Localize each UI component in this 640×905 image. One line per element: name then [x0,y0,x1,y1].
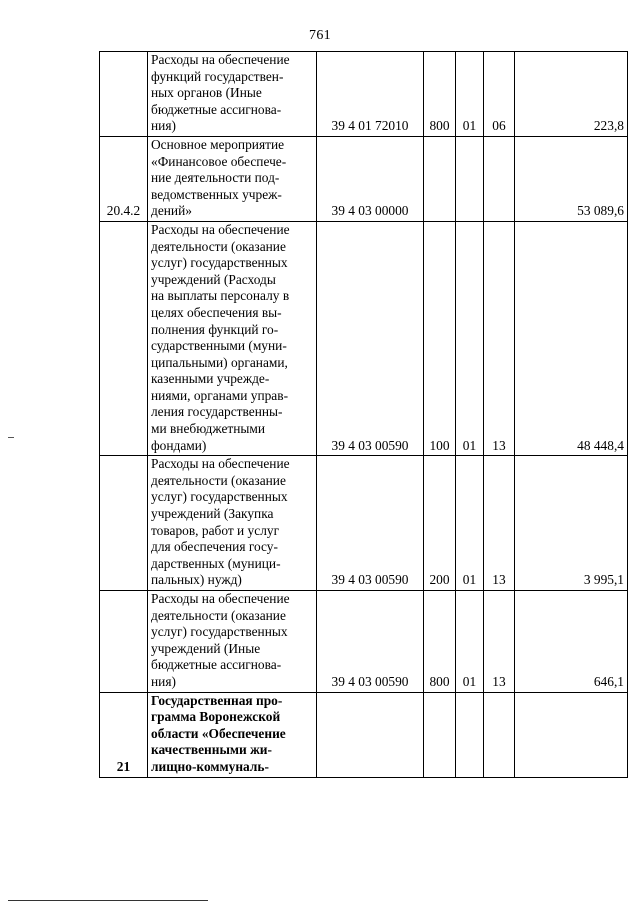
target-code: 39 4 03 00000 [317,136,424,221]
subsection-code: 13 [484,221,515,455]
amount: 646,1 [515,591,628,693]
section-code: 01 [456,52,484,137]
expense-type-code: 100 [424,221,456,455]
row-number [100,221,148,455]
section-code: 01 [456,456,484,591]
target-code: 39 4 01 72010 [317,52,424,137]
subsection-code [484,692,515,777]
table-row [100,591,628,693]
target-code [317,692,424,777]
amount: 48 448,4 [515,221,628,455]
section-code [456,136,484,221]
page-number: 761 [309,28,331,43]
expense-name: Расходы на обеспечение деятельности (оказание услуг) государственных учреждений (Иные бюджетные ассигнова- ния) [148,591,317,693]
table-row [100,221,628,455]
target-code: 39 4 03 00590 [317,456,424,591]
section-code: 01 [456,591,484,693]
expense-name: Основное мероприятие «Финансовое обеспече- ние деятельности под- ведомственных учреж- дений» [148,136,317,221]
target-code: 39 4 03 00590 [317,591,424,693]
table-row [100,136,628,221]
row-number [100,52,148,137]
footer-rule [8,900,208,901]
expense-type-code: 800 [424,591,456,693]
expense-name: Расходы на обеспечение деятельности (оказание услуг) государственных учреждений (Закупка товаров, работ и услуг для обеспечения госу- дарственных (муници- пальных) нужд) [148,456,317,591]
amount: 3 995,1 [515,456,628,591]
amount: 53 089,6 [515,136,628,221]
subsection-code: 06 [484,52,515,137]
subsection-code: 13 [484,456,515,591]
amount [515,692,628,777]
amount: 223,8 [515,52,628,137]
section-code [456,692,484,777]
table-row [100,52,628,137]
table-row [100,692,628,777]
subsection-code [484,136,515,221]
row-number [100,456,148,591]
expense-type-code: 800 [424,52,456,137]
program-name: Государственная про- грамма Воронежской области «Обеспечение качественными жи- лищно-коммуналь- [148,692,317,777]
expense-type-code [424,136,456,221]
expense-type-code [424,692,456,777]
table-row [100,456,628,591]
target-code: 39 4 03 00590 [317,221,424,455]
expense-name: Расходы на обеспечение деятельности (оказание услуг) государственных учреждений (Расходы на выплаты персоналу в целях обеспечения вы- полнения функций го- сударственными (муни- ципальными) органами, казенными учрежде- ниями, органами управ- ления государственны- ми внебюджетными фондами) [148,221,317,455]
margin-mark [8,437,14,438]
row-number: 21 [100,692,148,777]
expense-name: Расходы на обеспечение функций государствен- ных органов (Иные бюджетные ассигнова- ния) [148,52,317,137]
row-number [100,591,148,693]
row-number: 20.4.2 [100,136,148,221]
expense-type-code: 200 [424,456,456,591]
budget-table [99,51,628,778]
subsection-code: 13 [484,591,515,693]
section-code: 01 [456,221,484,455]
